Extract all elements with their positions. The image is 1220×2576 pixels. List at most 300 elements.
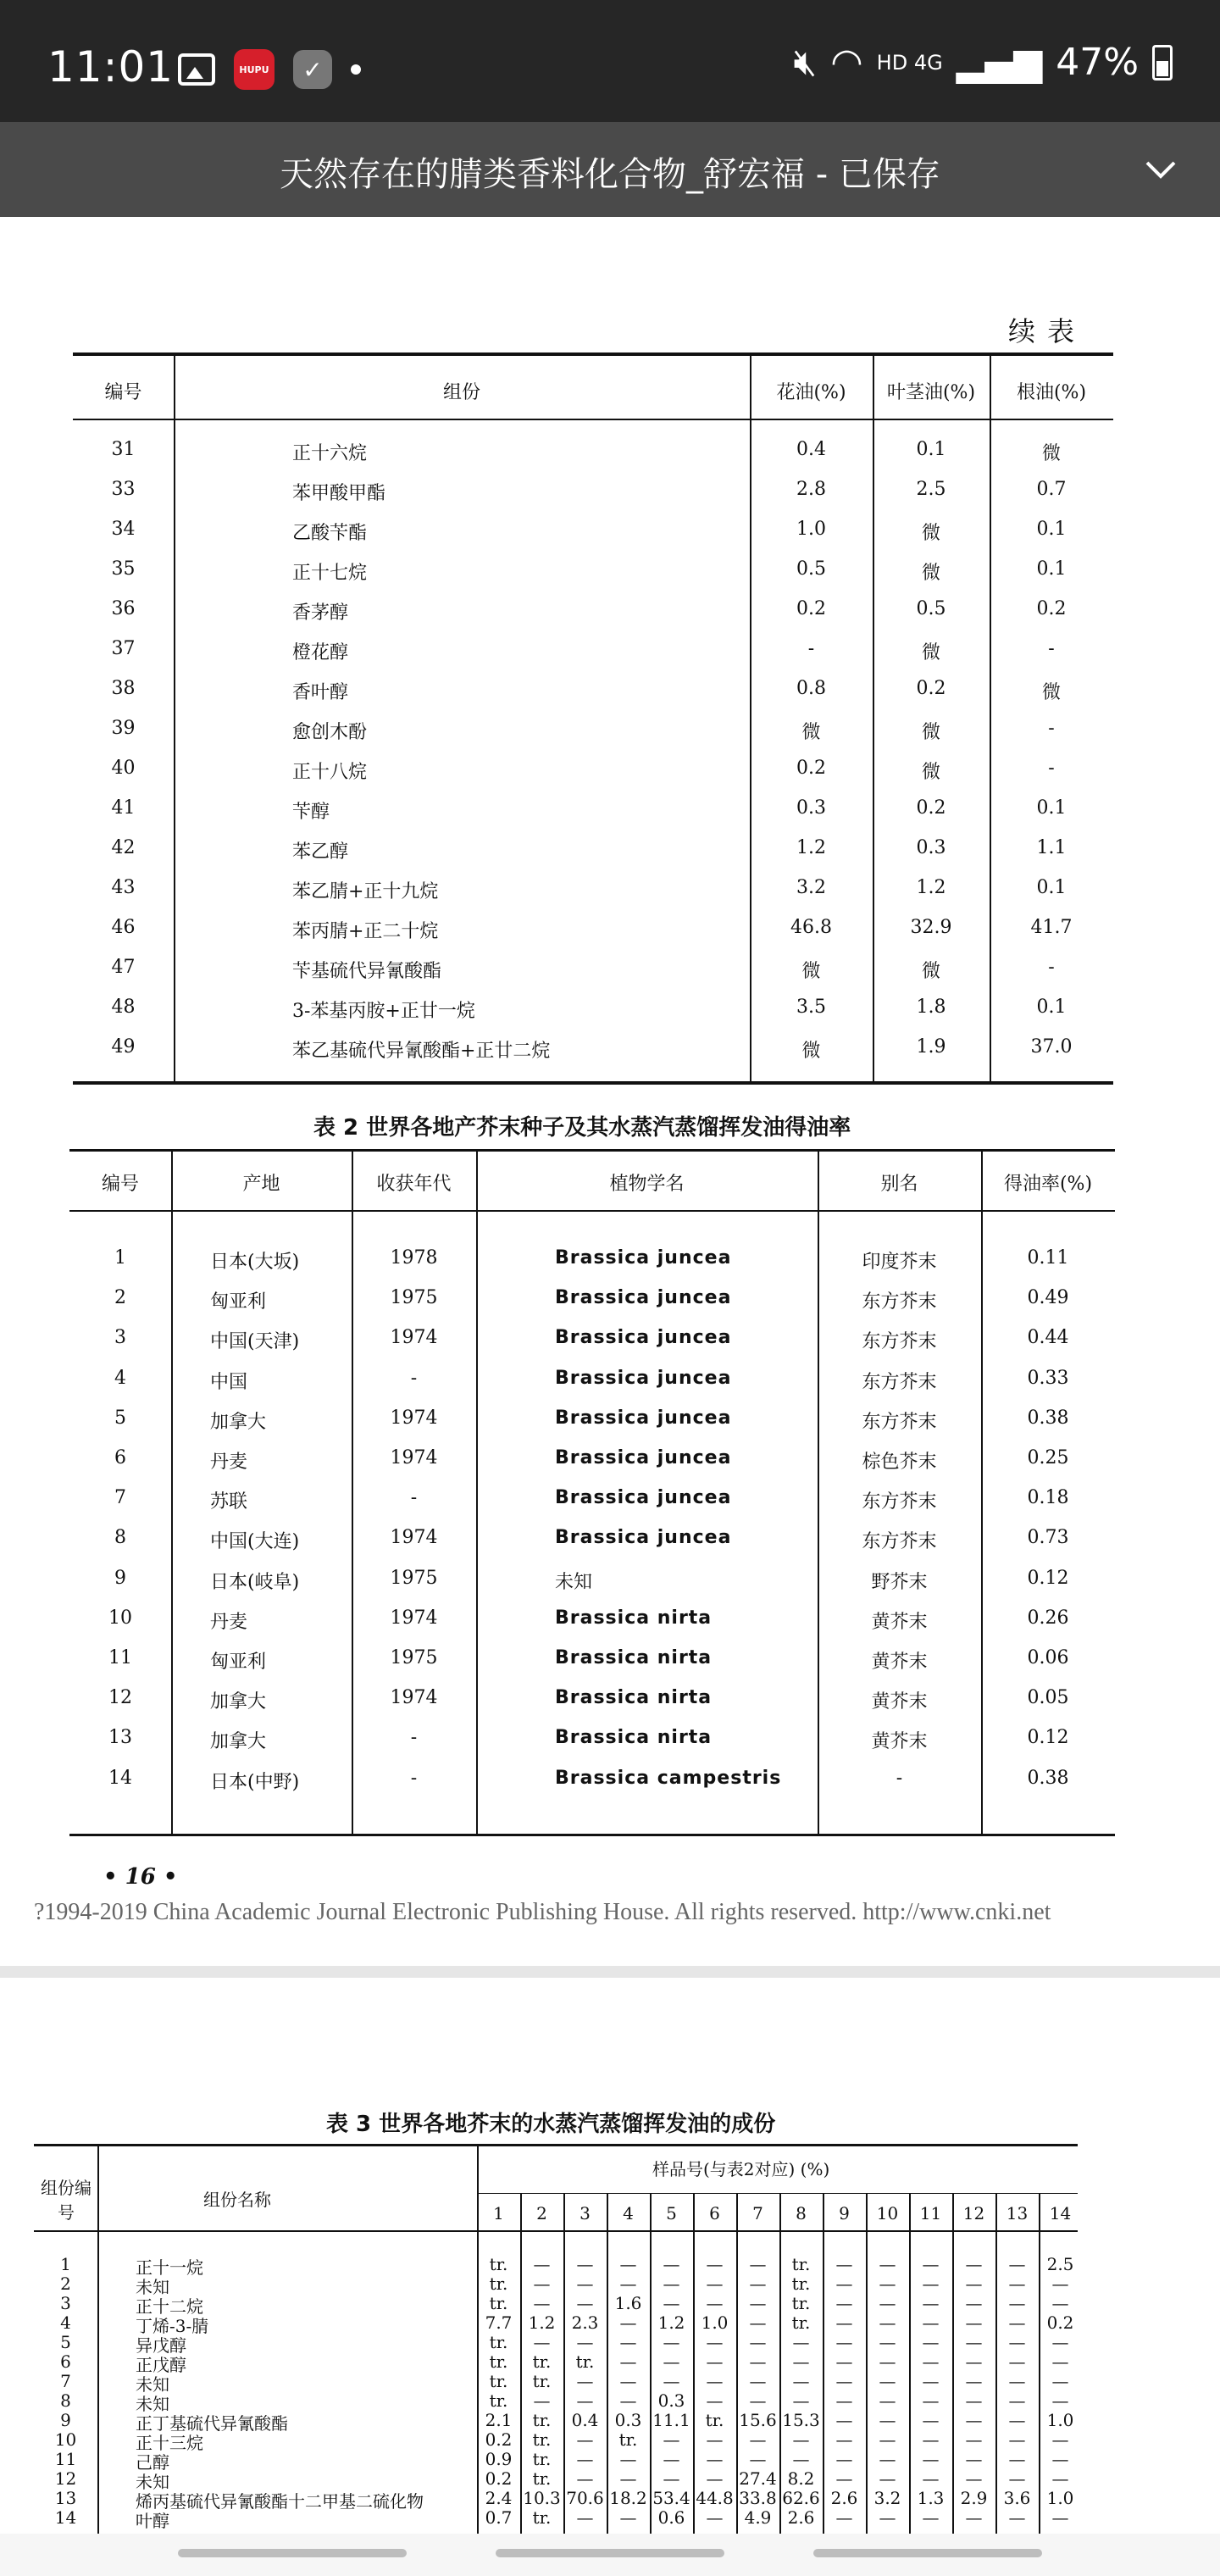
table3-cell: — (706, 2254, 724, 2274)
table3-cell: — (706, 2351, 724, 2372)
battery-icon (1152, 45, 1173, 80)
table3-cell: — (749, 2449, 767, 2469)
mute-icon: 🔇︎ (793, 41, 818, 84)
table1-cell-leaf: 微 (921, 642, 940, 663)
table3-cell: — (663, 2273, 680, 2294)
table2-cell-origin: 苏联 (210, 1491, 248, 1513)
table2-cell-yield: 0.18 (1027, 1487, 1069, 1509)
table1-cell-flower: 微 (801, 961, 821, 982)
table3-cell: — (922, 2312, 940, 2333)
table2-cell-year: - (410, 1487, 418, 1509)
document-title-bar (0, 122, 1220, 217)
table2-cell-id: 10 (108, 1607, 132, 1629)
table3-cell: — (922, 2507, 940, 2528)
table3-cell: 7.7 (485, 2312, 513, 2333)
table2-cell-year: 1975 (390, 1287, 438, 1309)
table3-cell: — (706, 2332, 724, 2352)
table3-cell: — (619, 2332, 637, 2352)
table2-cell-yield: 0.06 (1027, 1647, 1069, 1668)
chevron-down-icon[interactable] (1142, 151, 1179, 188)
table3-cell: 11.1 (652, 2410, 690, 2430)
table2-cell-yield: 0.33 (1027, 1367, 1069, 1389)
table1-cell-component: 苯甲酸甲酯 (292, 483, 386, 504)
table3-cell: — (965, 2468, 983, 2489)
table3-cell: — (879, 2332, 896, 2352)
table3-cell: — (576, 2273, 594, 2294)
table3-cell: — (706, 2293, 724, 2313)
table2-cell-alias: 印度芥末 (862, 1252, 937, 1273)
table1-cell-flower: 3.2 (796, 877, 826, 898)
table3-cell: — (965, 2273, 983, 2294)
table1-cell-component: 苄醇 (292, 802, 330, 823)
table3-row-name: 未知 (136, 2374, 169, 2395)
table2-cell-yield: 0.12 (1027, 1727, 1069, 1749)
table3-cell: 0.9 (485, 2449, 513, 2469)
table1-cell-id: 40 (111, 758, 136, 779)
table2-header-5: 得油率(%) (1003, 1174, 1093, 1195)
table2-cell-year: 1974 (390, 1407, 438, 1429)
table2-cell-botanical-name: Brassica juncea (555, 1447, 732, 1468)
table1-cell-root: 0.1 (1036, 997, 1067, 1018)
table3-cell: — (663, 2371, 680, 2391)
table3-row-name: 烯丙基硫代异氰酸酯十二甲基二硫化物 (136, 2491, 424, 2512)
table2-cell-botanical-name: Brassica nirta (555, 1727, 713, 1749)
table2-cell-yield: 0.12 (1027, 1567, 1069, 1589)
column-divider (97, 2146, 99, 2570)
table3-cell: — (965, 2254, 983, 2274)
table2-cell-year: 1975 (390, 1567, 438, 1589)
table2-header-4: 别名 (880, 1174, 918, 1195)
table2-cell-yield: 0.38 (1027, 1407, 1069, 1429)
table2-cell-year: - (410, 1767, 418, 1789)
table3-cell: — (879, 2429, 896, 2450)
table3-cell: — (1008, 2312, 1026, 2333)
table1-cell-id: 31 (111, 439, 136, 460)
table1-header-2: 花油(%) (776, 382, 846, 403)
notification-icons (178, 49, 361, 90)
table3-cell: — (706, 2371, 724, 2391)
rule-line (34, 2144, 1078, 2146)
table1-cell-component: 3-苯基丙胺+正廿一烷 (292, 1001, 475, 1022)
table2-header-1: 产地 (242, 1174, 280, 1195)
table1-cell-component: 橙花醇 (292, 642, 349, 663)
table1-cell-leaf: 微 (921, 961, 940, 982)
table3-cell: — (879, 2273, 896, 2294)
table3-cell: — (835, 2468, 853, 2489)
table3-cell: tr. (532, 2468, 552, 2489)
rule-line (34, 2230, 1078, 2232)
table3-cell: — (749, 2351, 767, 2372)
table3-cell: — (663, 2254, 680, 2274)
table2-cell-alias: 棕色芥末 (862, 1452, 937, 1473)
table1-cell-leaf: 0.1 (916, 439, 946, 460)
table2-cell-year: 1978 (390, 1247, 438, 1269)
table1-cell-leaf: 微 (921, 722, 940, 743)
table1-cell-flower: 0.5 (796, 558, 826, 580)
table3-cell: — (1008, 2273, 1026, 2294)
table3-row-name: 正丁基硫代异氰酸酯 (136, 2413, 288, 2434)
table3-cell: — (965, 2410, 983, 2430)
table1-cell-id: 34 (111, 519, 136, 540)
table3-cell: 8.2 (787, 2468, 815, 2489)
table2-cell-origin: 中国(天津) (210, 1331, 300, 1353)
table1-cell-component: 苯乙醇 (292, 841, 349, 863)
table3-cell: — (576, 2429, 594, 2450)
table3-cell: 27.4 (739, 2468, 777, 2489)
table3-cell: — (922, 2429, 940, 2450)
table3-cell: — (965, 2312, 983, 2333)
table3-cell: tr. (489, 2351, 508, 2372)
table1-header-3: 叶茎油(%) (886, 382, 976, 403)
table3-cell: — (835, 2410, 853, 2430)
table3-cell: 1.6 (614, 2293, 642, 2313)
table3-cell: 2.5 (1046, 2254, 1074, 2274)
table1-cell-leaf: 32.9 (910, 917, 952, 938)
table2-cell-yield: 0.73 (1027, 1527, 1069, 1549)
table1-cell-flower: 微 (801, 722, 821, 743)
table3-cell: 0.4 (571, 2410, 599, 2430)
table3-cell: 15.3 (782, 2410, 820, 2430)
table1-cell-leaf: 0.5 (916, 598, 946, 619)
table3-cell: — (835, 2507, 853, 2528)
table2-cell-alias: 东方芥末 (862, 1331, 937, 1353)
table2-cell-origin: 日本(岐阜) (210, 1571, 300, 1593)
table3-cell: — (1051, 2507, 1069, 2528)
table3-cell: — (576, 2507, 594, 2528)
table2-cell-year: 1974 (390, 1607, 438, 1629)
table1-header-4: 根油(%) (1016, 382, 1087, 403)
table2-cell-yield: 0.05 (1027, 1687, 1069, 1709)
table3-cell: — (879, 2293, 896, 2313)
table3-row-id: 3 (60, 2293, 71, 2313)
table3-cell: — (922, 2390, 940, 2411)
table3-cell: — (1051, 2273, 1069, 2294)
table3-sample-number: 1 (493, 2203, 504, 2223)
table3-cell: — (1008, 2507, 1026, 2528)
table1-cell-id: 46 (111, 917, 136, 938)
table3-cell: — (1051, 2449, 1069, 2469)
table3-cell: tr. (532, 2449, 552, 2469)
table3-cell: — (619, 2507, 637, 2528)
table3-cell: 4.9 (744, 2507, 772, 2528)
table3-cell: tr. (705, 2410, 724, 2430)
table3-cell: 0.7 (485, 2507, 513, 2528)
table3-row-id: 5 (60, 2332, 71, 2352)
table3-cell: — (792, 2390, 810, 2411)
table3-cell: — (1051, 2468, 1069, 2489)
table3-cell: 15.6 (739, 2410, 777, 2430)
table1-header-0: 编号 (104, 382, 142, 403)
table2-cell-origin: 加拿大 (210, 1411, 267, 1433)
table3-cell: tr. (489, 2371, 508, 2391)
table3-header-name: 组份名称 (203, 2190, 271, 2210)
table2-cell-id: 12 (108, 1687, 132, 1709)
table3-cell: — (835, 2312, 853, 2333)
table1-cell-leaf: 0.2 (916, 797, 946, 819)
rule-line (73, 419, 1113, 420)
table2-cell-botanical-name: Brassica nirta (555, 1607, 713, 1629)
table3-cell: tr. (489, 2273, 508, 2294)
table3-sample-number: 7 (752, 2203, 763, 2223)
document-title: 天然存在的腈类香料化合物_舒宏福 - 已保存 (280, 155, 940, 194)
table2-cell-year: 1974 (390, 1447, 438, 1468)
table3-cell: — (965, 2332, 983, 2352)
rule-line (73, 1081, 1113, 1085)
table1-cell-leaf: 1.8 (916, 997, 946, 1018)
table3-cell: — (749, 2273, 767, 2294)
table1-cell-id: 41 (111, 797, 136, 819)
table3-cell: — (965, 2371, 983, 2391)
table1-cell-flower: 0.4 (796, 439, 826, 460)
table1-cell-id: 42 (111, 837, 136, 858)
table3-cell: — (922, 2410, 940, 2430)
table3-cell: — (619, 2468, 637, 2489)
table3-cell: 0.2 (1046, 2312, 1074, 2333)
table3-cell: — (576, 2449, 594, 2469)
table3-cell: — (663, 2429, 680, 2450)
nav-recent-button[interactable] (178, 2549, 407, 2557)
table3-cell: — (922, 2351, 940, 2372)
table3-cell: — (1008, 2254, 1026, 2274)
table3-cell: 2.1 (485, 2410, 513, 2430)
table3-sample-number: 8 (796, 2203, 807, 2223)
table2-cell-alias: 东方芥末 (862, 1491, 937, 1513)
table3-row-name: 叶醇 (136, 2511, 169, 2531)
nav-home-button[interactable] (496, 2549, 724, 2557)
table2-cell-origin: 丹麦 (210, 1611, 248, 1633)
table3-cell: — (619, 2390, 637, 2411)
table3-cell: — (792, 2371, 810, 2391)
table3-cell: — (533, 2254, 551, 2274)
table3-cell: 3.2 (873, 2488, 901, 2508)
table3-row-name: 己醇 (136, 2452, 169, 2473)
table3-cell: — (792, 2351, 810, 2372)
navigation-bar (0, 2534, 1220, 2576)
table3-cell: — (879, 2390, 896, 2411)
table3-cell: 0.2 (485, 2429, 513, 2450)
table2-cell-botanical-name: Brassica nirta (555, 1687, 713, 1709)
table3-cell: — (533, 2390, 551, 2411)
table3-row-id: 10 (54, 2429, 77, 2450)
table3-cell: — (792, 2332, 810, 2352)
table3-cell: — (1008, 2390, 1026, 2411)
table2-cell-year: 1974 (390, 1687, 438, 1709)
table2-cell-yield: 0.44 (1027, 1327, 1069, 1349)
table3-cell: 2.6 (830, 2488, 858, 2508)
table3-cell: tr. (532, 2371, 552, 2391)
table3-cell: — (879, 2410, 896, 2430)
table1-cell-root: - (1048, 758, 1055, 779)
table2-cell-origin: 加拿大 (210, 1691, 267, 1713)
page-number: • 16 • (103, 1864, 178, 1890)
table3-cell: — (619, 2273, 637, 2294)
table2-cell-origin: 日本(中野) (210, 1771, 300, 1793)
table3-row-name: 未知 (136, 2394, 169, 2414)
table3-cell: 1.2 (528, 2312, 556, 2333)
table3-row-name: 未知 (136, 2472, 169, 2492)
table3-cell: — (663, 2293, 680, 2313)
table3-row-id: 9 (60, 2410, 71, 2430)
table3-header-id: 组份编号 (41, 2178, 92, 2223)
table3-cell: 2.9 (960, 2488, 988, 2508)
table3-cell: — (835, 2371, 853, 2391)
table1-cell-component: 香叶醇 (292, 682, 349, 703)
table3-sample-number: 3 (580, 2203, 591, 2223)
table3-cell: 10.3 (523, 2488, 561, 2508)
table3-cell: — (965, 2429, 983, 2450)
table1-cell-root: 1.1 (1036, 837, 1067, 858)
table3-cell: 18.2 (609, 2488, 647, 2508)
table1-cell-leaf: 1.2 (916, 877, 946, 898)
table3-header-samples: 样品号(与表2对应) (%) (652, 2159, 830, 2179)
table3-sample-number: 11 (919, 2203, 942, 2223)
table3-cell: — (576, 2332, 594, 2352)
table2-cell-origin: 中国 (210, 1371, 248, 1393)
table2-cell-id: 2 (114, 1287, 126, 1309)
table2-cell-year: 1974 (390, 1527, 438, 1549)
table1-cell-root: - (1048, 638, 1055, 659)
table3-cell: — (965, 2449, 983, 2469)
table3-cell: tr. (791, 2312, 811, 2333)
table1-cell-leaf: 2.5 (916, 479, 946, 500)
table1-cell-id: 48 (111, 997, 136, 1018)
table2-cell-origin: 匈亚利 (210, 1652, 267, 1673)
table2-cell-id: 8 (114, 1527, 126, 1549)
more-notifications-dot-icon (351, 64, 361, 75)
table1-cell-component: 香茅醇 (292, 602, 349, 624)
table2-cell-botanical-name: Brassica juncea (555, 1407, 732, 1429)
column-divider (171, 1152, 173, 1834)
table3-cell: — (1051, 2371, 1069, 2391)
table1-cell-root: 0.1 (1036, 877, 1067, 898)
table2-cell-botanical-name: Brassica campestris (555, 1767, 782, 1789)
table3-cell: — (1008, 2468, 1026, 2489)
table3-cell: 1.0 (1046, 2410, 1074, 2430)
table3-cell: — (879, 2468, 896, 2489)
table1-cell-id: 39 (111, 718, 136, 739)
table1-cell-id: 49 (111, 1036, 136, 1058)
table2-cell-origin: 加拿大 (210, 1731, 267, 1753)
table1-cell-root: 41.7 (1030, 917, 1073, 938)
table3-cell: — (706, 2507, 724, 2528)
signal-icon: ▂▄▆ (956, 41, 1043, 84)
table1-cell-component: 苯丙腈+正二十烷 (292, 921, 439, 942)
table1-cell-component: 乙酸苄酯 (292, 523, 368, 544)
table3-cell: — (663, 2351, 680, 2372)
table3-sample-number: 12 (962, 2203, 985, 2223)
table3-cell: — (619, 2254, 637, 2274)
table3-cell: tr. (532, 2410, 552, 2430)
table3-cell: — (879, 2312, 896, 2333)
table3-cell: — (663, 2449, 680, 2469)
status-time: 11:01 (47, 42, 175, 92)
table3-caption: 表 3 世界各地芥末的水蒸汽蒸馏挥发油的成份 (326, 2112, 776, 2137)
table2-header-3: 植物学名 (609, 1174, 685, 1195)
table2-cell-origin: 日本(大坂) (210, 1252, 300, 1273)
table3-cell: — (835, 2390, 853, 2411)
table3-cell: — (663, 2332, 680, 2352)
table2-cell-id: 14 (108, 1767, 132, 1789)
table1-cell-leaf: 微 (921, 762, 940, 783)
table3-cell: — (922, 2273, 940, 2294)
wifi-icon: ◠ (830, 41, 863, 84)
pdf-page-17 (0, 1978, 1220, 2576)
table3-row-id: 14 (54, 2507, 77, 2528)
table3-cell: 53.4 (652, 2488, 690, 2508)
table2-cell-origin: 中国(大连) (210, 1531, 300, 1553)
table1-cell-flower: 0.2 (796, 758, 826, 779)
nav-back-button[interactable] (813, 2549, 1042, 2557)
table3-row-name: 正十三烷 (136, 2433, 203, 2453)
table3-row-name: 异戊醇 (136, 2335, 186, 2356)
table3-sample-number: 14 (1049, 2203, 1072, 2223)
table3-cell: tr. (532, 2351, 552, 2372)
table2-cell-alias: 东方芥末 (862, 1411, 937, 1433)
table3-row-id: 6 (60, 2351, 71, 2372)
table2-cell-botanical-name: Brassica juncea (555, 1247, 732, 1269)
table1-cell-flower: 46.8 (790, 917, 832, 938)
table3-row-id: 13 (54, 2488, 77, 2508)
table1-cell-id: 43 (111, 877, 136, 898)
rule-line (73, 353, 1113, 356)
table1-cell-id: 37 (111, 638, 136, 659)
table1-cell-flower: 2.8 (796, 479, 826, 500)
table3-cell: 0.3 (657, 2390, 685, 2411)
table1-cell-component: 正十七烷 (292, 563, 368, 584)
table2-cell-alias: 野芥末 (871, 1571, 928, 1593)
table3-cell: — (1008, 2293, 1026, 2313)
table2-cell-year: 1974 (390, 1327, 438, 1349)
table3-cell: — (965, 2507, 983, 2528)
table3-cell: — (922, 2449, 940, 2469)
table2-cell-origin: 匈亚利 (210, 1291, 267, 1313)
table3-cell: — (965, 2293, 983, 2313)
table3-cell: 62.6 (782, 2488, 820, 2508)
table1-header-1: 组份 (442, 382, 480, 403)
table3-cell: 1.0 (1046, 2488, 1074, 2508)
table3-cell: tr. (791, 2293, 811, 2313)
status-bar (0, 0, 1220, 122)
page-separator (0, 1966, 1220, 1978)
table3-cell: 2.4 (485, 2488, 513, 2508)
battery-percent: 47% (1056, 41, 1139, 84)
table1-cell-id: 38 (111, 678, 136, 699)
table2-cell-botanical-name: Brassica juncea (555, 1327, 732, 1349)
table2-cell-alias: 黄芥末 (871, 1731, 928, 1753)
table3-cell: — (792, 2449, 810, 2469)
table3-cell: — (879, 2449, 896, 2469)
table3-cell: — (879, 2254, 896, 2274)
table1-cell-root: - (1048, 957, 1055, 978)
table1-cell-root: 0.1 (1036, 519, 1067, 540)
table3-cell: — (749, 2254, 767, 2274)
table3-cell: 0.2 (485, 2468, 513, 2489)
table3-cell: — (576, 2254, 594, 2274)
table3-sample-number: 6 (709, 2203, 720, 2223)
table3-cell: — (533, 2332, 551, 2352)
table3-cell: — (835, 2273, 853, 2294)
table3-cell: — (706, 2429, 724, 2450)
table3-cell: — (576, 2371, 594, 2391)
rule-line (69, 1834, 1115, 1836)
table3-cell: tr. (489, 2332, 508, 2352)
table3-cell: — (922, 2332, 940, 2352)
table3-cell: tr. (618, 2429, 638, 2450)
table3-cell: — (879, 2371, 896, 2391)
pdf-page-16 (0, 217, 1220, 1979)
table3-cell: — (922, 2468, 940, 2489)
table3-cell: tr. (791, 2254, 811, 2274)
